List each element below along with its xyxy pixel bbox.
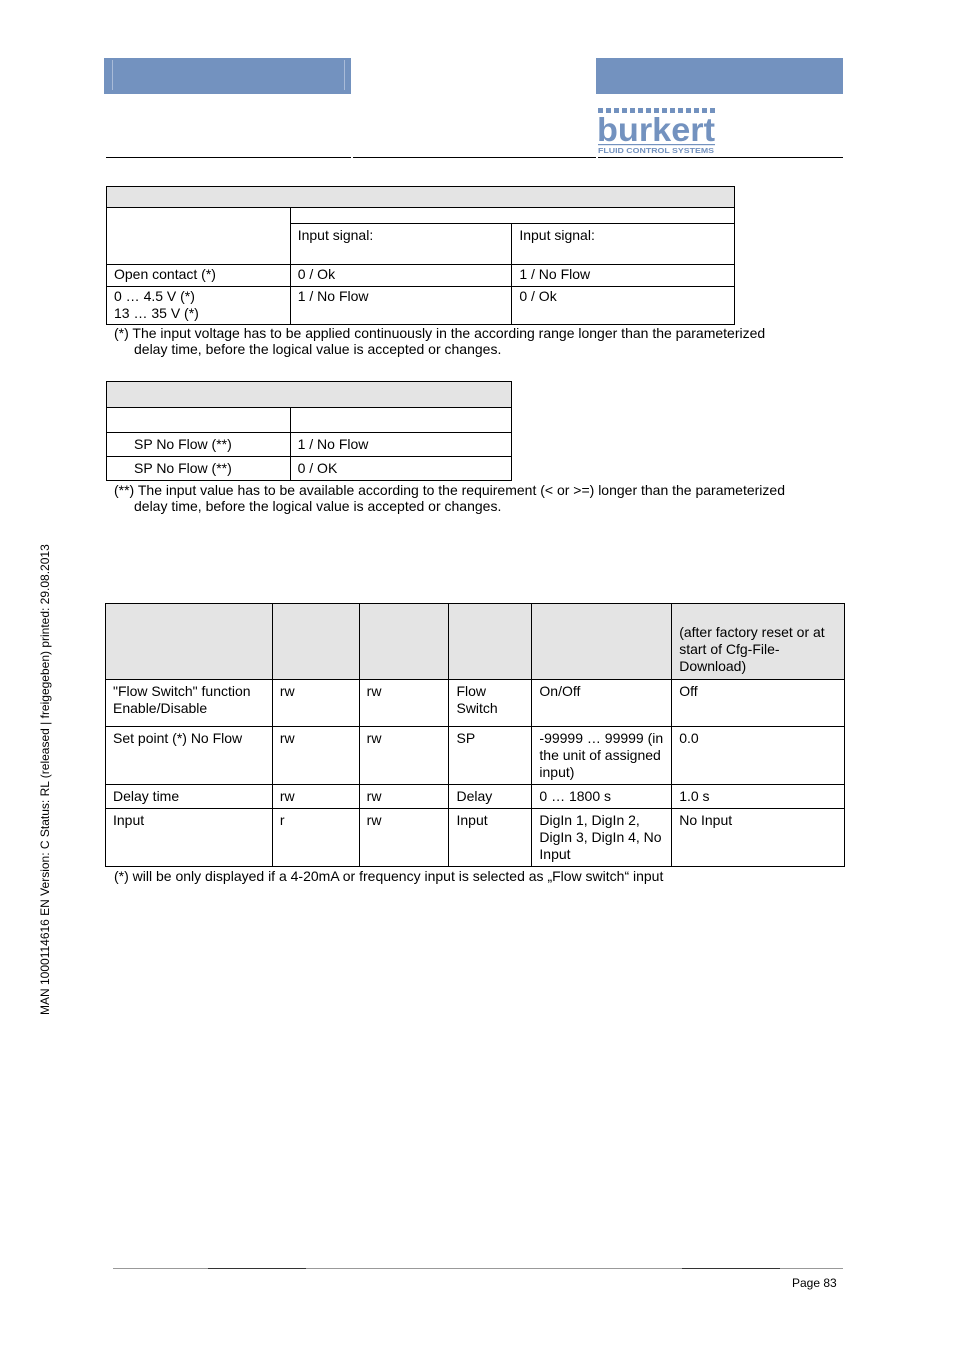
param-default: No Input bbox=[672, 809, 845, 867]
table-row bbox=[107, 287, 735, 325]
param-range: DigIn 1, DigIn 2, DigIn 3, DigIn 4, No Input bbox=[532, 809, 672, 867]
table-row bbox=[107, 433, 512, 457]
cell: 0 / OK bbox=[290, 457, 511, 481]
param-name: Set point (*) No Flow bbox=[106, 727, 273, 785]
param-access-a: r bbox=[272, 809, 359, 867]
param-display: SP bbox=[449, 727, 532, 785]
footer-rule-accent-1 bbox=[208, 1268, 306, 1269]
param-display: Flow Switch bbox=[449, 680, 532, 727]
param-default: Off bbox=[672, 680, 845, 727]
table-setpoint bbox=[106, 381, 512, 481]
param-access-a: rw bbox=[272, 785, 359, 809]
param-default: 0.0 bbox=[672, 727, 845, 785]
header-rule-2 bbox=[353, 157, 596, 158]
param-name: "Flow Switch" function Enable/Disable bbox=[106, 680, 273, 727]
row-label: 0 … 4.5 V (*) 13 … 35 V (*) bbox=[107, 287, 291, 325]
param-name: Delay time bbox=[106, 785, 273, 809]
param-range: -99999 … 99999 (in the unit of assigned input) bbox=[532, 727, 672, 785]
param-name: Input bbox=[106, 809, 273, 867]
row-label: Open contact (*) bbox=[107, 265, 291, 287]
param-access-b: rw bbox=[359, 785, 449, 809]
table-row bbox=[106, 809, 845, 867]
table-row bbox=[107, 408, 512, 433]
header-bar-left-highlight bbox=[112, 60, 345, 90]
cell: 1 / No Flow bbox=[290, 287, 512, 325]
header-bar-right bbox=[596, 58, 843, 94]
param-access-a: rw bbox=[272, 727, 359, 785]
table2-footnote: (**) The input value has to be available according to the requirement (< or >=) longer than the parameterized delay time, before the logical value is accepted or changes. bbox=[114, 482, 785, 514]
table3-footnote: (*) will be only displayed if a 4-20mA or frequency input is selected as „Flow switch“ input bbox=[114, 868, 664, 884]
burkert-logo bbox=[597, 106, 717, 158]
param-access-a: rw bbox=[272, 680, 359, 727]
param-display: Input bbox=[449, 809, 532, 867]
subheader-input-signal: Input signal: bbox=[512, 224, 735, 265]
table-row bbox=[106, 727, 845, 785]
param-access-b: rw bbox=[359, 680, 449, 727]
param-access-b: rw bbox=[359, 727, 449, 785]
table1-footnote: (*) The input voltage has to be applied continuously in the according range longer than the parameterized delay time, before the logical value is accepted or changes. bbox=[114, 325, 766, 357]
table-row bbox=[106, 785, 845, 809]
param-range: 0 … 1800 s bbox=[532, 785, 672, 809]
cell: 1 / No Flow bbox=[290, 433, 511, 457]
cell: 0 / Ok bbox=[512, 287, 735, 325]
logo-tagline: FLUID CONTROL SYSTEMS bbox=[598, 146, 714, 155]
subheader-input-signal: Input signal: bbox=[290, 224, 512, 265]
table-input-signal bbox=[106, 186, 735, 325]
header-rule-3 bbox=[598, 157, 843, 158]
table-row bbox=[107, 457, 512, 481]
table-row bbox=[106, 680, 845, 727]
footer-rule-accent-2 bbox=[682, 1268, 780, 1269]
table-row bbox=[107, 208, 735, 224]
cell: 1 / No Flow bbox=[512, 265, 735, 287]
header-rule-1 bbox=[106, 157, 351, 158]
table-header-row bbox=[106, 604, 845, 680]
document-sidebar-info: MAN 1000114616 EN Version: C Status: RL (released | freigegeben) printed: 29.08.2013 bbox=[38, 544, 52, 1015]
table-row bbox=[107, 265, 735, 287]
logo-wordmark: burkert bbox=[597, 111, 716, 148]
table-row bbox=[107, 382, 512, 408]
page-number: Page 83 bbox=[792, 1276, 837, 1290]
param-access-b: rw bbox=[359, 809, 449, 867]
param-default: 1.0 s bbox=[672, 785, 845, 809]
param-display: Delay bbox=[449, 785, 532, 809]
header-default-note: (after factory reset or at start of Cfg-File-Download) bbox=[672, 604, 845, 680]
row-label: SP No Flow (**) bbox=[107, 433, 291, 457]
param-range: On/Off bbox=[532, 680, 672, 727]
cell: 0 / Ok bbox=[290, 265, 512, 287]
row-label: SP No Flow (**) bbox=[107, 457, 291, 481]
table-parameters bbox=[105, 603, 845, 867]
table-row bbox=[107, 187, 735, 208]
